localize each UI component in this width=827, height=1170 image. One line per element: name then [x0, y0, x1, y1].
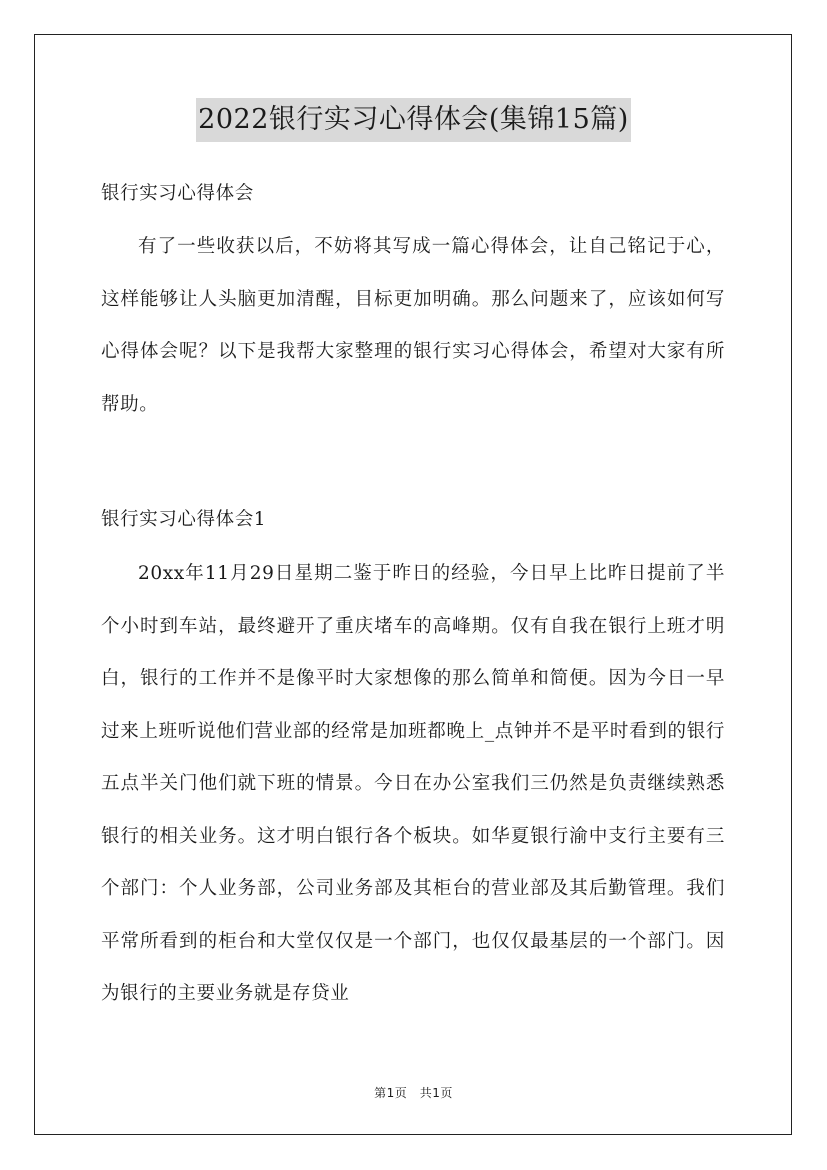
title-container — [0, 98, 827, 142]
section1-heading: 银行实习心得体会1 — [101, 509, 267, 530]
section1-paragraph: 20xx年11月29日星期二鉴于昨日的经验，今日早上比昨日提前了半个小时到车站，最终避开了重庆堵车的高峰期。仅有自我在银行上班才明白，银行的工作并不是像平时大家想像的那么简单和简便。因为今日一早过来上班听说他们营业部的经常是加班都晚上_点钟并不是平时看到的银行五点半关门他们就下班的情景。今日在办公室我们三仍然是负责继续熟悉银行的相关业务。这才明白银行各个板块。如华夏银行渝中支行主要有三个部门：个人业务部，公司业务部及其柜台的营业部及其后勤管理。我们平常所看到的柜台和大堂仅仅是一个部门，也仅仅最基层的一个部门。因为银行的主要业务就是存贷业 — [101, 563, 725, 1004]
page-footer: 第1页 共1页 — [374, 1086, 453, 1100]
intro-heading: 银行实习心得体会 — [101, 183, 254, 204]
document-title: 2022银行实习心得体会(集锦15篇) — [196, 98, 631, 142]
intro-paragraph: 有了一些收获以后，不妨将其写成一篇心得体会，让自己铭记于心，这样能够让人头脑更加清醒，目标更加明确。那么问题来了，应该如何写心得体会呢？以下是我帮大家整理的银行实习心得体会，希望对大家有所帮助。 — [101, 236, 725, 415]
